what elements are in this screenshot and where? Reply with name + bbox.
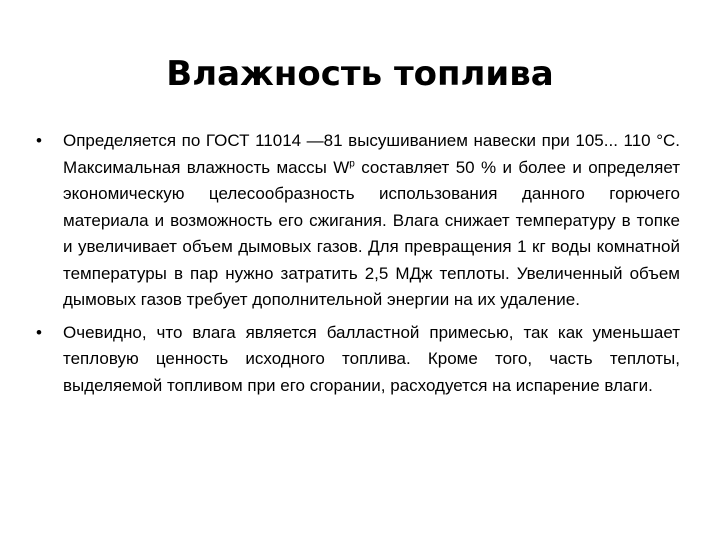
bullet-paragraph-moisture-definition xyxy=(30,128,680,314)
slide-title: Влажность топлива xyxy=(166,54,554,94)
paragraph-text-before-superscript: Определяется по ГОСТ 11014 —81 высушиванием навески при 105... 110 °С. Максимальная влажность массы W xyxy=(63,131,680,177)
bullet-dot-icon: • xyxy=(36,131,42,150)
paragraph-text-after-superscript: составляет 50 % и более и определяет экономическую целесообразность использования данного горючего материала и возможность его сжигания. Влага снижает температуру в топке и увеличивает объем дымовых газов. Для превращения 1 кг воды комнатной температуры в пар нужно затратить 2,5 МДж теплоты. Увеличенный объем дымовых газов требует дополнительной энергии на их удаление. xyxy=(63,157,680,309)
bullet-dot-icon: • xyxy=(36,322,42,342)
superscript-p: р xyxy=(349,157,355,169)
slide-content xyxy=(30,128,680,405)
bullet-paragraph-ballast xyxy=(30,320,680,400)
paragraph-text: Очевидно, что влага является балластной примесью, так как уменьшает тепловую ценность исходного топлива. Кроме того, часть теплоты, выделяемой топливом при его сгорании, расходуется на испарение влаги. xyxy=(63,322,680,395)
